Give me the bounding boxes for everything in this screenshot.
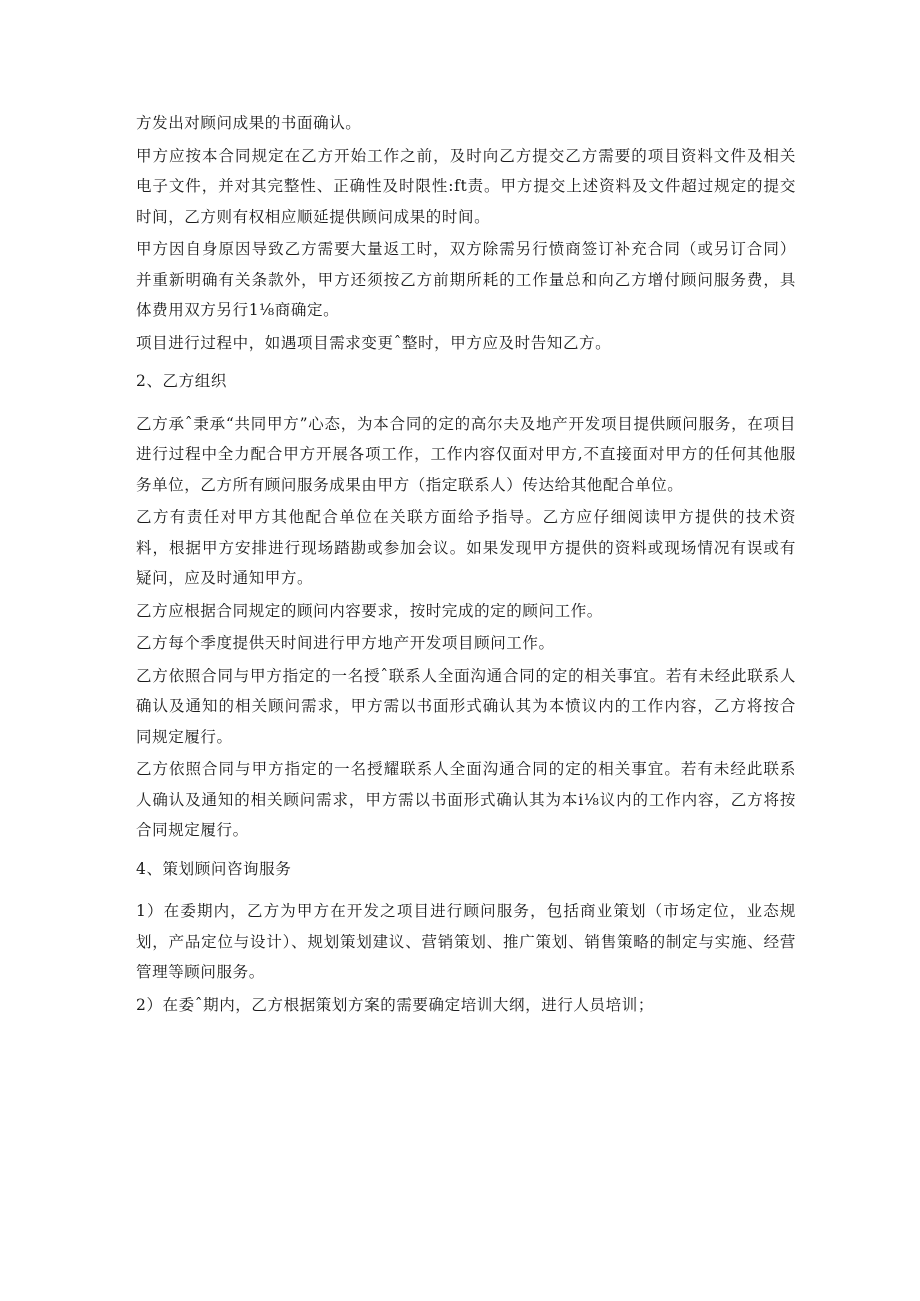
paragraph: 乙方依照合同与甲方指定的一名授耀联系人全面沟通合同的定的相关事宜。若有未经此联系人确认及通知的相关顾问需求，甲方需以书面形式确认其为本i⅛议内的工作内容，乙方将按合同规定履行。	[136, 760, 796, 839]
paragraph: 乙方每个季度提供天时间进行甲方地产开发项目顾问工作。	[136, 634, 555, 652]
paragraph: 甲方应按本合同规定在乙方开始工作之前，及时向乙方提交乙方需要的项目资料文件及相关电子文件，并对其完整性、正确性及时限性:ft责。甲方提交上述资料及文件超过规定的提交时间，乙方则有权相应顺延提供顾问成果的时间。	[136, 146, 796, 226]
paragraph: 乙方应根据合同规定的顾问内容要求，按时完成的定的顾问工作。	[136, 601, 603, 620]
paragraph: 项目进行过程中，如遇项目需求变更ˆ整时，甲方应及时告知乙方。	[136, 333, 612, 352]
paragraph: 乙方依照合同与甲方指定的一名授ˆ联系人全面沟通合同的定的相关事宜。若有未经此联系人确认及通知的相关顾问需求，甲方需以书面形式确认其为本愤议内的工作内容，乙方将按合同规定履行。	[136, 666, 796, 746]
section-heading-4: 4、策划顾问咨询服务	[136, 859, 292, 878]
paragraph: 乙方有责任对甲方其他配合单位在关联方面给予指导。乙方应仔细阅读甲方提供的技术资料，根据甲方安排进行现场踏勘或参加会议。如果发现甲方提供的资料或现场情况有误或有疑问，应及时通知甲方。	[136, 508, 796, 587]
paragraph: 乙方承ˆ秉承“共同甲方”心态，为本合同的定的高尔夫及地产开发项目提供顾问服务，在项目进行过程中全力配合甲方开展各项工作，工作内容仅面对甲方,不直接面对甲方的任何其他服务单位，乙方所有顾问服务成果由甲方（指定联系人）传达给其他配合单位。	[136, 414, 796, 494]
section-heading-2: 2、乙方组织	[136, 372, 227, 390]
document-body	[136, 108, 796, 1022]
paragraph: 2）在委ˆ期内，乙方根据策划方案的需要确定培训大纲，进行人员培训；	[136, 995, 654, 1014]
paragraph: 1）在委期内，乙方为甲方在开发之项目进行顾问服务，包括商业策划（市场定位，业态规划，产品定位与设计）、规划策划建议、营销策划、推广策划、销售策略的制定与实施、经营管理等顾问服务。	[136, 902, 796, 981]
paragraph: 方发出对顾问成果的书面确认。	[136, 114, 362, 132]
paragraph: 甲方因自身原因导致乙方需要大量返工时，双方除需另行愤商签订补充合同（或另订合同）并重新明确有关条款外，甲方还须按乙方前期所耗的工作量总和向乙方增付顾问服务费，具体费用双方另行1⅛商确定。	[136, 240, 796, 319]
